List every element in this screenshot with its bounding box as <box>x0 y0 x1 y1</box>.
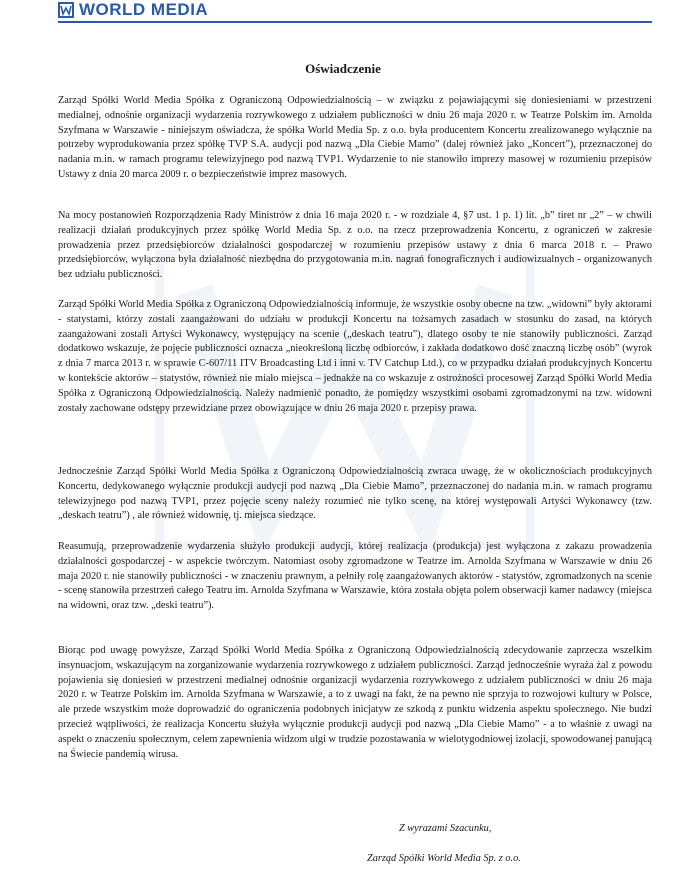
world-media-logo-icon <box>58 2 74 18</box>
statement-paragraph-4: Jednocześnie Zarząd Spółki World Media Spółka z Ograniczoną Odpowiedzialnością zwraca uwagę, że w okolicznościach produkcyjnych Koncertu, dedykowanego wyłącznie produkcji audycji pod nazwą „Dla Ciebie Mamo”, przeznaczonej do nadania m.in. w ramach programu telewizyjnego pod nazwą TVP1, przez pojęcie sceny należy rozumieć nie tylko scenę, na której występowali Artyści Wykonawcy (tzw. „deskach teatru”) , ale również widownię, tj. miejsca siedzące. <box>58 466 652 522</box>
statement-paragraph-6: Biorąc pod uwagę powyższe, Zarząd Spółki World Media Spółka z Ograniczoną Odpowiedzialnością zdecydowanie zaprzecza wszelkim insynuacjom, wskazującym na zorganizowanie wydarzenia rozrywkowego z udziałem publiczności. Zarząd jednocześnie wyraża żal z powodu pojawienia się doniesień w przestrzeni medialnej odnośnie organizacji wydarzenia rozrywkowego z udziałem publiczności w dniu 26 maja 2020 r. w Teatrze Polskim im. Arnolda Szyfmana w Warszawie, a to z uwagi na fakt, że na pewno nie sprzyja to rozwojowi kultury w Polsce, ale przede wszystkim może doprowadzić do ograniczenia podobnych inicjatyw ze szkodą z punktu widzenia aspektu społecznego. Nie budzi przecież wątpliwości, że realizacja Koncertu służyła wyłącznie produkcji audycji pod nazwą „Dla Ciebie Mamo” - a to właśnie z uwagi na aspekt o znaczeniu społecznym, celem zapewnienia widzom ulgi w trudzie pozostawania w wielotygodniowej izolacji, spowodowanej panującą na Świecie pandemią wirusa. <box>58 645 652 760</box>
closing-salutation: Z wyrazami Szacunku, <box>399 823 492 834</box>
page-title: Oświadczenie <box>305 61 381 76</box>
brand-name: WORLD MEDIA <box>79 0 209 19</box>
signature: Zarząd Spółki World Media Sp. z o.o. <box>367 853 521 864</box>
statement-paragraph-3: Zarząd Spółki World Media Spółka z Ograniczoną Odpowiedzialnością informuje, że wszystkie osoby obecne na tzw. „widowni” były aktorami - statystami, którzy zostali zaangażowani do udziału w produkcji Koncertu na tożsamych zasadach w stosunku do zasad, na których zaangażowani zostali Artyści Wykonawcy, występujący na scenie („deskach teatru”), dlatego osoby te nie stanowiły publiczności. Zarząd dodatkowo wskazuje, że pojęcie publiczności oznacza „nieokreśloną liczbę odbiorców, i zakłada dodatkowo dość znaczną liczbę osób” (wyrok z dnia 7 marca 2013 r. w sprawie C-607/11 ITV Broadcasting Ltd i inni v. TV Catchup Ltd.), co w przypadku działań produkcyjnych Koncertu w kontekście aktorów – statystów, również nie miało miejsca – jednakże na co wskazuje z ostrożności procesowej Zarząd Spółki World Media Spółka z Ograniczoną Odpowiedzialnością. Należy nadmienić ponadto, że pomiędzy wszystkimi osobami zgromadzonymi na tzw. widowni zostały zachowane odstępy przewidziane przez obowiązujące w dniu 26 maja 2020 r. przepisy prawa. <box>58 299 652 414</box>
statement-paragraph-5: Reasumują, przeprowadzenie wydarzenia służyło produkcji audycji, której realizacja (produkcja) jest wyłączona z zakazu prowadzenia działalności gospodarczej - w aspekcie twórczym. Natomiast osoby zgromadzone w Teatrze im. Arnolda Szyfmana w Warszawie w dniu 26 maja 2020 r. nie stanowiły publiczności - w znaczeniu prawnym, a pełniły rolę zaangażowanych aktorów - statystów, zgromadzonych na scenie - scenę stanowiła przestrzeń całego Teatru im. Arnolda Szyfmana w Warszawie, która została objęta polem obserwacji kamer nadawcy (miejsca na widowni, oraz tzw. „deski teatru”). <box>58 541 652 612</box>
statement-paragraph-2: Na mocy postanowień Rozporządzenia Rady Ministrów z dnia 16 maja 2020 r. - w rozdziale 4, §7 ust. 1 p. 1) lit. „b” tiret nr „2” – w chwili realizacji działań produkcyjnych przez spółkę World Media Sp. z o.o. na rzecz przeprowadzenia Koncertu, z ograniczeń w zakresie prowadzenia przez przedsiębiorców działalności gospodarczej w rozumieniu przepisów ustawy z dnia 6 marca 2018 r. – Prawo przedsiębiorców, wyłączona była działalność niezbędna do przygotowania m.in. nagrań fonograficznych i audiowizualnych - organizowanych bez udziału publiczności. <box>58 210 652 281</box>
statement-paragraph-1: Zarząd Spółki World Media Spółka z Ograniczoną Odpowiedzialnością – w związku z pojawiającymi się doniesieniami w przestrzeni medialnej, odnośnie organizacji wydarzenia rozrywkowego z udziałem publiczności w dniu 26 maja 2020 r. w Teatrze Polskim im. Arnolda Szyfmana w Warszawie - niniejszym oświadcza, że spółka World Media Sp. z o.o. była producentem Koncertu zrealizowanego wyłącznie na potrzeby wyprodukowania przez spółkę TVP S.A. audycji pod nazwą „Dla Ciebie Mamo” (dalej również jako „Koncert”), przeznaczonej do nadania m.in. w ramach programu telewizyjnego pod nazwą TVP1. Wydarzenie to nie stanowiło imprezy masowej w rozumieniu przepisów Ustawy z dnia 20 marca 2009 r. o bezpieczeństwie imprez masowych. <box>58 95 652 180</box>
header-divider <box>58 21 652 23</box>
document-header <box>0 0 686 30</box>
